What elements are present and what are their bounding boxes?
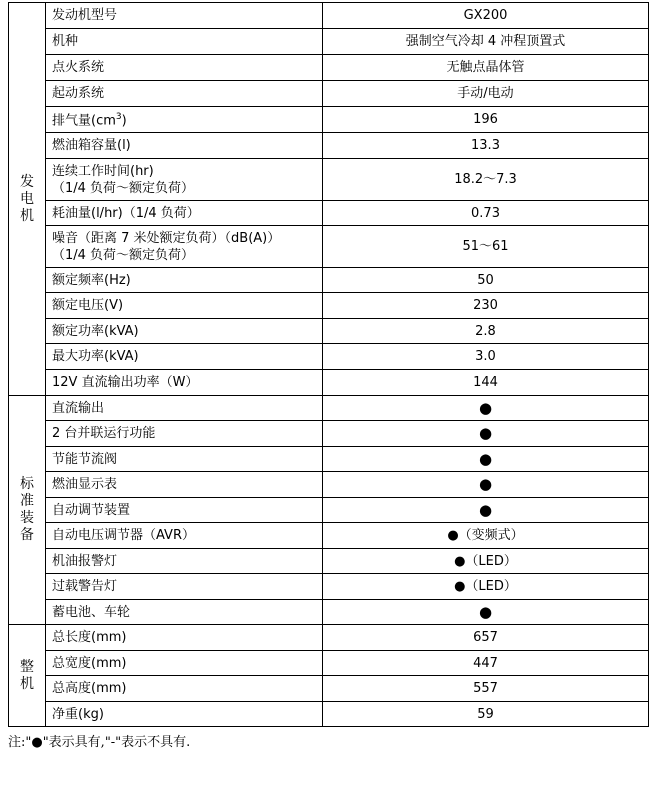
group-char: 整 bbox=[20, 658, 34, 675]
group-label-machine bbox=[9, 625, 46, 727]
param-cell: 额定功率(kVA) bbox=[46, 319, 323, 344]
value-cell: 3.0 bbox=[323, 344, 649, 370]
param-cell: 总高度(mm) bbox=[46, 676, 323, 702]
param-line: 噪音（距离 7 米处额定负荷）（dB(A)） bbox=[52, 230, 281, 246]
value-cell: 557 bbox=[323, 676, 649, 702]
value-cell: 657 bbox=[323, 625, 649, 651]
footnote: 注:"●"表示具有,"-"表示不具有. bbox=[8, 735, 191, 750]
value-cell: ● bbox=[323, 600, 649, 625]
table-row bbox=[9, 370, 649, 396]
table-row bbox=[9, 625, 649, 651]
value-cell: 强制空气冷却 4 冲程顶置式 bbox=[323, 29, 649, 55]
table-row bbox=[9, 81, 649, 107]
param-cell: 机种 bbox=[46, 29, 323, 55]
value-cell: 59 bbox=[323, 702, 649, 727]
table-row bbox=[9, 447, 649, 472]
param-cell: 总长度(mm) bbox=[46, 625, 323, 651]
table-row bbox=[9, 268, 649, 293]
table-row bbox=[9, 523, 649, 549]
table-row bbox=[9, 107, 649, 133]
table-row bbox=[9, 574, 649, 600]
table-row bbox=[9, 702, 649, 727]
param-line: （1/4 负荷～额定负荷） bbox=[52, 247, 195, 263]
group-char: 电 bbox=[20, 190, 34, 207]
group-char: 备 bbox=[20, 527, 34, 543]
param-cell: 12V 直流输出功率（W） bbox=[46, 370, 323, 396]
table-row bbox=[9, 319, 649, 344]
param-cell: 额定频率(Hz) bbox=[46, 268, 323, 293]
table-row bbox=[9, 201, 649, 226]
param-cell: 自动电压调节器（AVR） bbox=[46, 523, 323, 549]
value-cell: ●（LED） bbox=[323, 574, 649, 600]
table-row bbox=[9, 293, 649, 319]
value-cell: 51～61 bbox=[323, 226, 649, 268]
param-text-end: ) bbox=[121, 113, 127, 129]
param-cell: 点火系统 bbox=[46, 55, 323, 81]
param-cell: 机油报警灯 bbox=[46, 549, 323, 574]
value-cell: 447 bbox=[323, 651, 649, 676]
group-char: 机 bbox=[20, 207, 34, 224]
group-char: 准 bbox=[20, 493, 34, 509]
value-cell: ● bbox=[323, 447, 649, 472]
value-cell: 无触点晶体管 bbox=[323, 55, 649, 81]
group-char: 标 bbox=[20, 476, 34, 492]
table-row bbox=[9, 29, 649, 55]
param-cell: 起动系统 bbox=[46, 81, 323, 107]
group-char: 装 bbox=[20, 510, 34, 526]
param-cell: 直流输出 bbox=[46, 396, 323, 421]
table-row bbox=[9, 600, 649, 625]
param-cell: 蓄电池、车轮 bbox=[46, 600, 323, 625]
param-cell: 额定电压(V) bbox=[46, 293, 323, 319]
value-cell: ● bbox=[323, 421, 649, 447]
table-row bbox=[9, 549, 649, 574]
value-cell: 196 bbox=[323, 107, 649, 133]
param-line: （1/4 负荷～额定负荷） bbox=[52, 180, 195, 196]
group-label-standard bbox=[9, 396, 46, 625]
table-row bbox=[9, 3, 649, 29]
value-cell: GX200 bbox=[323, 3, 649, 29]
param-cell: 耗油量(l/hr)（1/4 负荷） bbox=[46, 201, 323, 226]
spec-table bbox=[8, 2, 649, 727]
param-cell: 过载警告灯 bbox=[46, 574, 323, 600]
table-row bbox=[9, 472, 649, 498]
param-cell: 总宽度(mm) bbox=[46, 651, 323, 676]
group-char: 发 bbox=[20, 173, 34, 190]
table-row bbox=[9, 55, 649, 81]
param-cell bbox=[46, 159, 323, 201]
value-cell: ● bbox=[323, 396, 649, 421]
param-cell: 2 台并联运行功能 bbox=[46, 421, 323, 447]
value-cell: 144 bbox=[323, 370, 649, 396]
value-cell: 2.8 bbox=[323, 319, 649, 344]
value-cell: ●（变频式） bbox=[323, 523, 649, 549]
superscript: 3 bbox=[115, 112, 122, 123]
param-line: 连续工作时间(hr) bbox=[52, 163, 154, 179]
value-cell: ● bbox=[323, 472, 649, 498]
param-cell: 发动机型号 bbox=[46, 3, 323, 29]
param-cell: 净重(kg) bbox=[46, 702, 323, 727]
param-cell: 自动调节装置 bbox=[46, 498, 323, 523]
param-cell bbox=[46, 226, 323, 268]
table-row bbox=[9, 344, 649, 370]
param-text: 排气量(cm bbox=[52, 113, 116, 129]
table-row bbox=[9, 159, 649, 201]
table-row bbox=[9, 133, 649, 159]
table-row bbox=[9, 498, 649, 523]
value-cell: 50 bbox=[323, 268, 649, 293]
param-cell: 燃油显示表 bbox=[46, 472, 323, 498]
param-cell: 节能节流阀 bbox=[46, 447, 323, 472]
table-row bbox=[9, 421, 649, 447]
group-label-generator bbox=[9, 3, 46, 396]
table-row bbox=[9, 651, 649, 676]
table-row bbox=[9, 676, 649, 702]
value-cell: 0.73 bbox=[323, 201, 649, 226]
param-cell: 燃油箱容量(l) bbox=[46, 133, 323, 159]
group-char: 机 bbox=[20, 675, 34, 692]
value-cell: 手动/电动 bbox=[323, 81, 649, 107]
param-cell bbox=[46, 107, 323, 133]
value-cell: ● bbox=[323, 498, 649, 523]
table-row bbox=[9, 226, 649, 268]
value-cell: ●（LED） bbox=[323, 549, 649, 574]
value-cell: 18.2～7.3 bbox=[323, 159, 649, 201]
value-cell: 230 bbox=[323, 293, 649, 319]
value-cell: 13.3 bbox=[323, 133, 649, 159]
param-cell: 最大功率(kVA) bbox=[46, 344, 323, 370]
table-row bbox=[9, 396, 649, 421]
